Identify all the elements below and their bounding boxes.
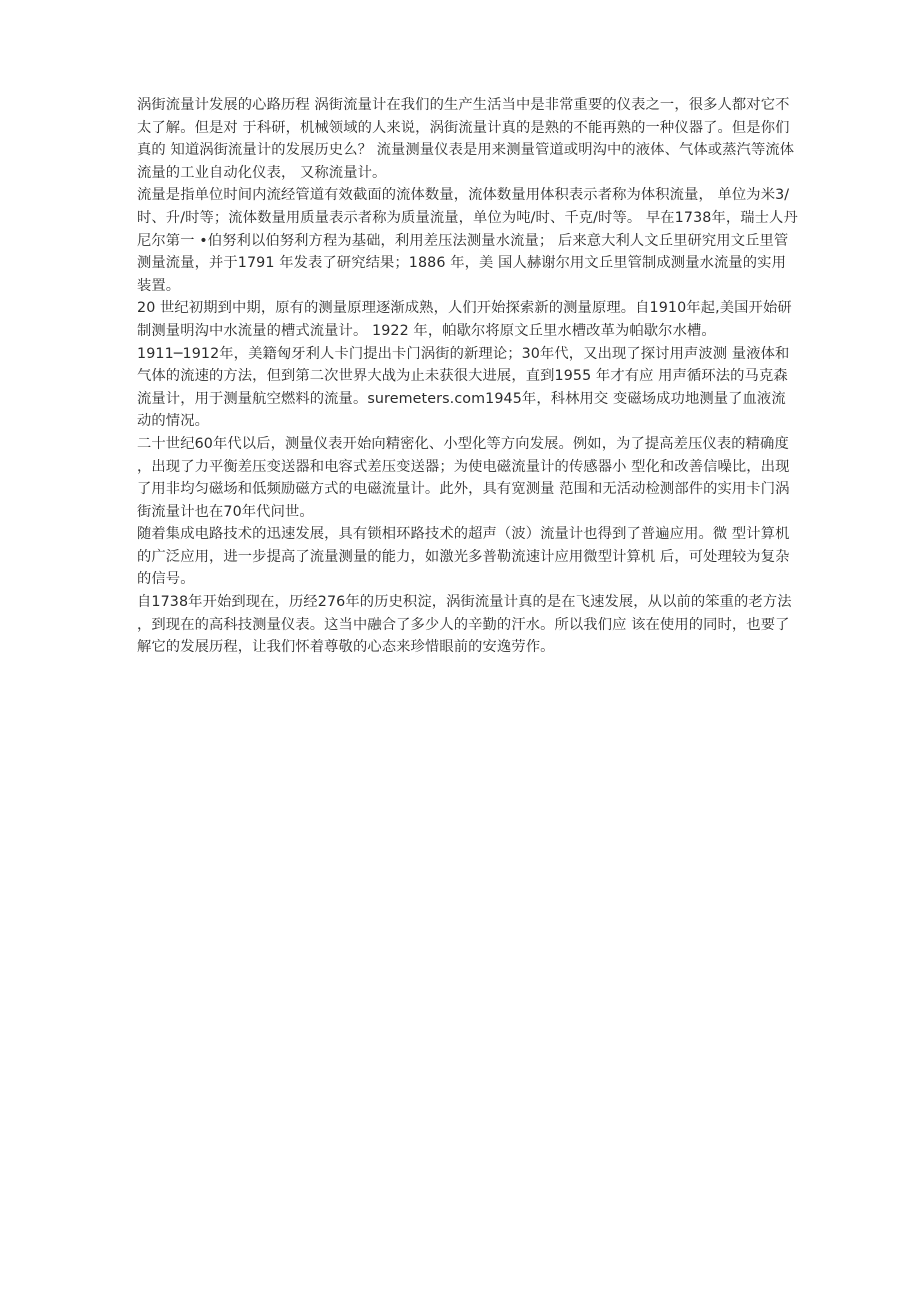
paragraph-1960s: 二十世纪60年代以后，测量仪表开始向精密化、小型化等方向发展。例如，为了提高差压仪表的精确度，出现了力平衡差压变送器和电容式差压变送器；为使电磁流量计的传感器小 型化和改善信噪比，出现了用非均匀磁场和低频励磁方式的电磁流量计。此外，具有宽测量 范围和无活动检测部件的实用卡门涡街流量计也在70年代问世。 bbox=[137, 435, 790, 520]
paragraph-integrated-circuits: 随着集成电路技术的迅速发展，具有锁相环路技术的超声（波）流量计也得到了普遍应用。微 型计算机的广泛应用，进一步提高了流量测量的能力，如激光多普勒流速计应用微型计算机 后，可处理较为复杂的信号。 bbox=[137, 526, 790, 588]
article-body bbox=[137, 94, 799, 659]
paragraph-karman-vortex: 1911─1912年，美籍匈牙利人卡门提出卡门涡街的新理论；30年代，又出现了探讨用声波测 量液体和气体的流速的方法，但到第二次世界大战为止未获很大进展，直到1955 年才有应 用声循环法的马克森流量计，用于测量航空燃料的流量。suremeters.com1945年，科林用交 变磁场成功地测量了血液流动的情况。 bbox=[137, 345, 790, 430]
paragraph-conclusion: 自1738年开始到现在，历经276年的历史积淀，涡街流量计真的是在飞速发展，从以前的笨重的老方法，到现在的高科技测量仪表。这当中融合了多少人的辛勤的汗水。所以我们应 该在使用的同时，也要了解它的发展历程，让我们怀着尊敬的心态来珍惜眼前的安逸劳作。 bbox=[137, 594, 792, 656]
paragraph-intro: 涡街流量计发展的心路历程 涡街流量计在我们的生产生活当中是非常重要的仪表之一，很多人都对它不太了解。但是对 于科研，机械领域的人来说，涡街流量计真的是熟的不能再熟的一种仪器了。但是你们真的 知道涡街流量计的发展历史么？ 流量测量仪表是用来测量管道或明沟中的液体、气体或蒸汽等流体流量的工业自动化仪表， 又称流量计。 bbox=[137, 97, 795, 181]
paragraph-flow-definition: 流量是指单位时间内流经管道有效截面的流体数量，流体数量用体积表示者称为体积流量， 单位为米3/时、升/时等；流体数量用质量表示者称为质量流量，单位为吨/时、千克/时等。 早在1738年，瑞士人丹尼尔第一 •伯努利以伯努利方程为基础，利用差压法测量水流量； 后来意大利人文丘里研究用文丘里管测量流量，并于1791 年发表了研究结果；1886 年，美 国人赫谢尔用文丘里管制成测量水流量的实用装置。 bbox=[137, 187, 798, 294]
paragraph-20th-century: 20 世纪初期到中期，原有的测量原理逐渐成熟，人们开始探索新的测量原理。自1910年起,美国开始研制测量明沟中水流量的槽式流量计。 1922 年，帕歇尔将原文丘里水槽改革为帕歇尔水槽。 bbox=[137, 300, 792, 339]
